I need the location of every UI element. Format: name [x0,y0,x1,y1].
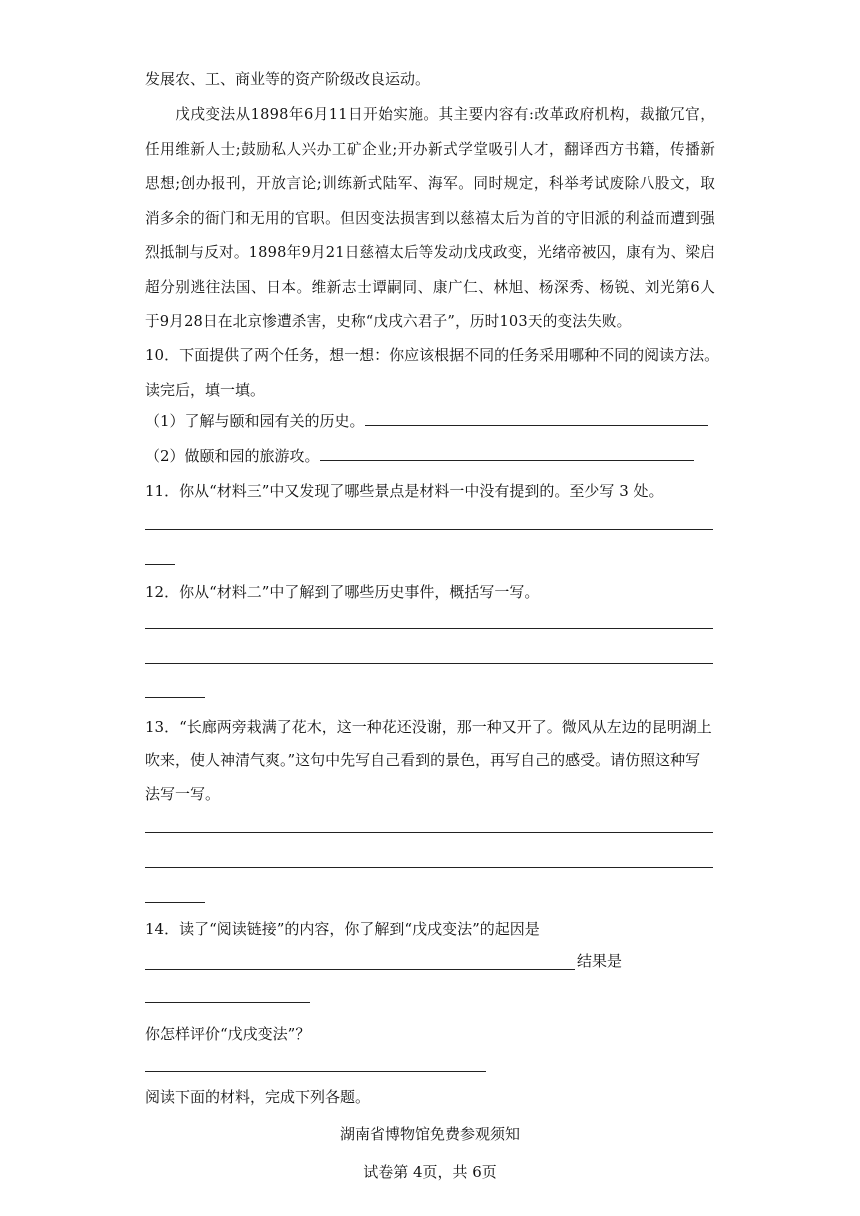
q11-answer-line-2[interactable] [145,564,175,565]
q13-line-3: 法写一写。 [145,785,221,803]
q12-answer-line-3[interactable] [145,697,205,698]
q11-answer-line-1[interactable] [145,529,713,530]
passage-paragraph [145,98,715,340]
q13-answer-line-2[interactable] [145,867,713,868]
q13-line-1: 13．“长廊两旁栽满了花木，这一种花还没谢，那一种又开了。微风从左边的昆明湖上 [145,718,712,736]
q14-line-1: 14．读了“阅读链接”的内容，你了解到“戊戌变法”的起因是 [145,920,540,938]
q13-answer-line-1[interactable] [145,832,713,833]
q10-item-2 [145,446,694,466]
q10-line-1: 10．下面提供了两个任务，想一想：你应该根据不同的任务采用哪种不同的阅读方法。 [145,346,720,364]
q13-line-2: 吹来，使人神清气爽。”这句中先写自己看到的景色，再写自己的感受。请仿照这种写 [145,751,701,769]
q11-question: 11．你从“材料三”中又发现了哪些景点是材料一中没有提到的。至少写 3 处。 [145,482,664,500]
material-title: 湖南省博物馆免费参观须知 [339,1125,520,1143]
q10-item-2-text: （2）做颐和园的旅游攻。 [145,447,320,465]
q14-evaluation-question: 你怎样评价“戊戌变法”？ [145,1025,311,1043]
q10-item-1 [145,411,708,431]
passage-line-1: 发展农、工、商业等的资产阶级改良运动。 [145,70,431,88]
q10-answer-blank-1[interactable] [365,411,708,426]
q14-cause-blank[interactable] [145,969,575,970]
q14-result-blank[interactable] [145,1002,310,1003]
q13-answer-line-3[interactable] [145,902,205,903]
q12-answer-line-1[interactable] [145,628,713,629]
passage-paragraph-text: 戊戌变法从1898年6月11日开始实施。其主要内容有:改革政府机构，裁撤冗官，任用维新人士;鼓励私人兴办工矿企业;开办新式学堂吸引人才，翻译西方书籍，传播新思想;创办报刊，开放言论;训练新式陆军、海军。同时规定，科举考试废除八股文，取消多余的衙门和无用的官职。但因变法损害到以慈禧太后为首的守旧派的利益而遭到强烈抵制与反对。1898年9月21日慈禧太后等发动戊戌政变，光绪帝被囚，康有为、梁启超分别逃往法国、日本。维新志士谭嗣同、康广仁、林旭、杨深秀、杨锐、刘光第6人于9月28日在北京惨遭杀害，史称“戊戌六君子”，历时103天的变法失败。 [145,106,715,330]
page-footer: 试卷第 4页，共 6页 [363,1163,497,1181]
q14-evaluation-blank[interactable] [145,1071,486,1072]
q10-item-1-text: （1）了解与颐和园有关的历史。 [145,412,365,430]
q14-result-label: 结果是 [577,952,623,970]
q10-line-2: 读完后，填一填。 [145,381,266,399]
q10-answer-blank-2[interactable] [320,446,694,461]
q12-question: 12．你从“材料二”中了解到了哪些历史事件，概括写一写。 [145,583,540,601]
q12-answer-line-2[interactable] [145,663,713,664]
next-instruction: 阅读下面的材料，完成下列各题。 [145,1088,371,1106]
